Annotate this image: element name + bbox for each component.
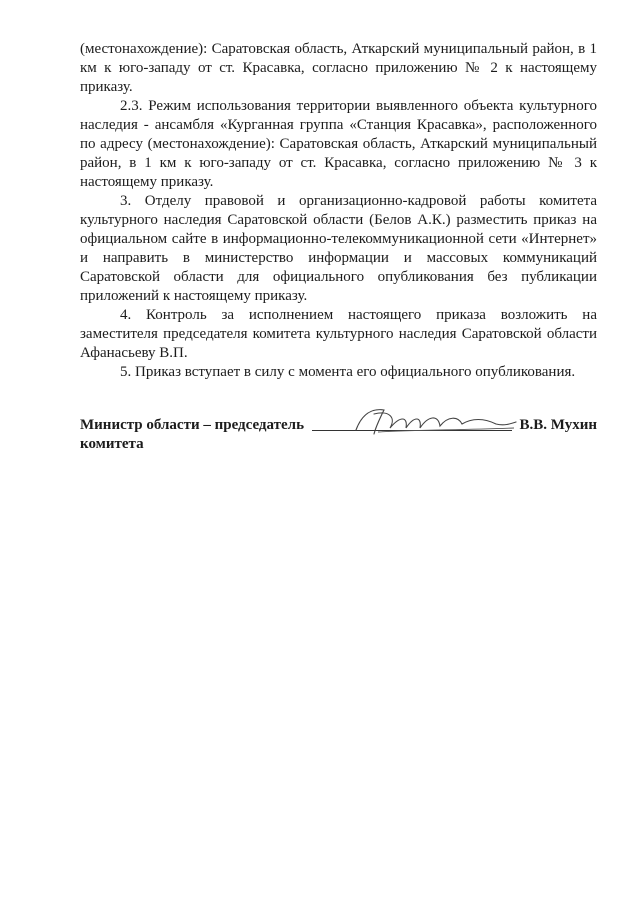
- signatory-title: Министр области – председатель комитета: [80, 417, 305, 452]
- paragraph-4: 4. Контроль за исполнением настоящего приказа возложить на заместителя председателя комитета культурного наследия Саратовской области Афанасьеву В.П.: [80, 307, 597, 361]
- paragraph-3: 3. Отделу правовой и организационно-кадровой работы комитета культурного наследия Саратовской области (Белов А.К.) разместить приказ на официальном сайте в информационно-телекоммуникационной сети «Интернет» и направить в министерство информации и массовых коммуникаций Саратовской области для официального опубликования без публикации приложений к настоящему приказу.: [80, 193, 597, 304]
- paragraph-5: 5. Приказ вступает в силу с момента его официального опубликования.: [120, 364, 576, 380]
- handwritten-signature: [350, 404, 520, 440]
- paragraph-location-continuation: (местонахождение): Саратовская область, Аткарский муниципальный район, в 1 км к юго-западу от ст. Красавка, согласно приложению № 2 к настоящему приказу.: [80, 41, 597, 95]
- document-body: [80, 40, 597, 382]
- paragraph-2-3: 2.3. Режим использования территории выявленного объекта культурного наследия - ансамбля «Курганная группа «Станция Красавка», расположенного по адресу (местонахождение): Саратовская область, Аткарский муниципальный район, в 1 км к юго-западу от ст. Красавка, согласно приложению № 3 к настоящему приказу.: [80, 98, 597, 190]
- signatory-name: В.В. Мухин: [519, 417, 597, 433]
